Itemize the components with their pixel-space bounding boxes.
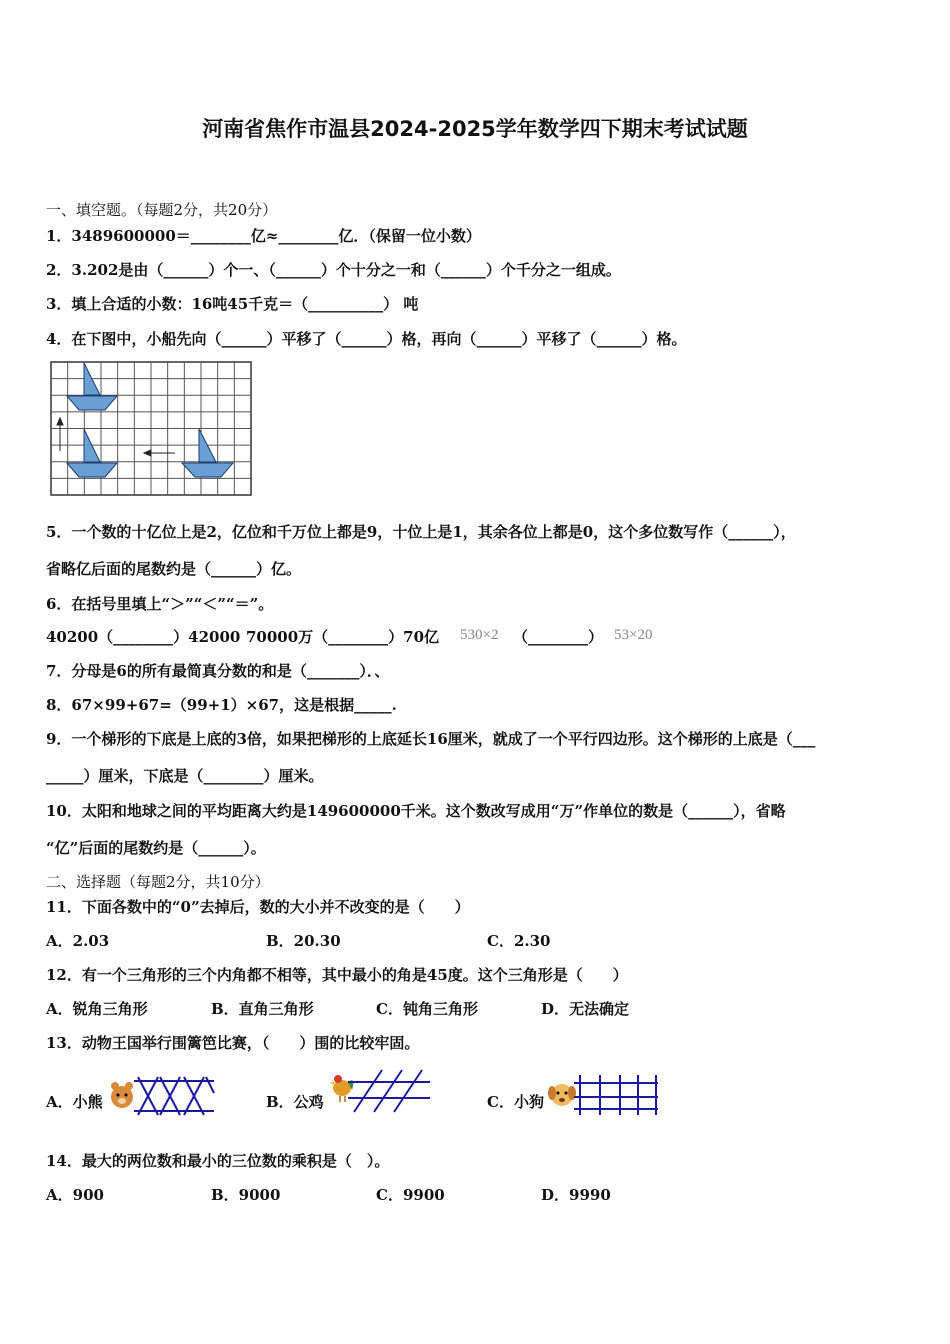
q12-option-a: A．锐角三角形 — [46, 1000, 148, 1018]
q11-option-c: C．2.30 — [487, 932, 551, 950]
question-5-line2: 省略亿后面的尾数约是（______）亿。 — [46, 560, 302, 578]
q12-option-b: B．直角三角形 — [211, 1000, 314, 1018]
q13-dog-fence — [546, 1073, 660, 1121]
question-6: 6．在括号里填上“＞”“＜”“＝”。 — [46, 595, 274, 613]
q13-rooster-fence — [326, 1068, 432, 1120]
q6-compare-c-blank: （________） — [513, 628, 604, 646]
question-4: 4．在下图中，小船先向（______）平移了（______）格，再向（______）平移了（______）格。 — [46, 330, 687, 348]
question-1: 1．3489600000＝________亿≈________亿．（保留一位小数） — [46, 227, 481, 245]
boat-original — [67, 363, 117, 410]
question-12: 12．有一个三角形的三个内角都不相等，其中最小的角是45度。这个三角形是（ ） — [46, 966, 628, 984]
boat-right — [182, 429, 233, 477]
q12-option-c: C．钝角三角形 — [376, 1000, 478, 1018]
question-10-line2: “亿”后面的尾数约是（______）。 — [46, 839, 266, 857]
question-14: 14．最大的两位数和最小的三位数的乘积是（ ）。 — [46, 1152, 390, 1170]
boat-middle — [67, 429, 117, 477]
q14-option-d: D．9990 — [541, 1186, 611, 1204]
q13-option-a: A．小熊 — [46, 1093, 103, 1111]
bear-icon — [111, 1082, 133, 1108]
q14-option-c: C．9900 — [376, 1186, 445, 1204]
question-9-line2: _____）厘米，下底是（________）厘米。 — [46, 767, 324, 785]
q11-option-b: B．20.30 — [266, 932, 341, 950]
section-fill-blank: 一、填空题。（每题2分，共20分） — [46, 201, 278, 219]
q12-option-d: D．无法确定 — [541, 1000, 630, 1018]
page-title: 河南省焦作市温县2024-2025学年数学四下期末考试试题 — [202, 117, 748, 141]
question-3: 3．填上合适的小数：16吨45千克＝（__________） 吨 — [46, 295, 419, 313]
question-8: 8．67×99+67=（99+1）×67，这是根据_____. — [46, 696, 397, 714]
question-2: 2．3.202是由（______）个一、（______）个十分之一和（______）个千分之一组成。 — [46, 261, 621, 279]
question-7: 7．分母是6的所有最简真分数的和是（_______）．、 — [46, 662, 390, 680]
dog-icon — [548, 1084, 576, 1106]
boat-grid-figure — [50, 361, 252, 501]
q13-option-c: C．小狗 — [487, 1093, 544, 1111]
question-9-line1: 9．一个梯形的下底是上底的3倍，如果把梯形的上底延长16厘米，就成了一个平行四边形。这个梯形的上底是（___ — [46, 730, 816, 748]
q6-compare-c-left: 530×2 — [460, 627, 499, 643]
q11-option-a: A．2.03 — [46, 932, 110, 950]
question-11: 11．下面各数中的“0”去掉后，数的大小并不改变的是（ ） — [46, 898, 470, 916]
q13-option-b: B．公鸡 — [266, 1093, 324, 1111]
question-5-line1: 5．一个数的十亿位上是2，亿位和千万位上都是9，十位上是1，其余各位上都是0，这个多位数写作（______）， — [46, 523, 796, 541]
q6-compare-c-right: 53×20 — [614, 627, 653, 643]
q6-compare-b: 70000万（________）70亿 — [246, 628, 440, 646]
up-arrow-icon — [57, 418, 63, 451]
section-multiple-choice: 二、选择题（每题2分，共10分） — [46, 873, 270, 891]
q14-option-b: B．9000 — [211, 1186, 281, 1204]
question-10-line1: 10．太阳和地球之间的平均距离大约是149600000千米。这个数改写成用“万”作单位的数是（______），省略 — [46, 802, 786, 820]
q14-option-a: A．900 — [46, 1186, 104, 1204]
question-13: 13．动物王国举行围篱笆比赛，（ ）围的比较牢固。 — [46, 1034, 420, 1052]
q6-compare-a: 40200（________）42000 — [46, 628, 241, 646]
q13-bear-fence — [106, 1073, 216, 1121]
left-arrow-icon — [144, 450, 175, 456]
